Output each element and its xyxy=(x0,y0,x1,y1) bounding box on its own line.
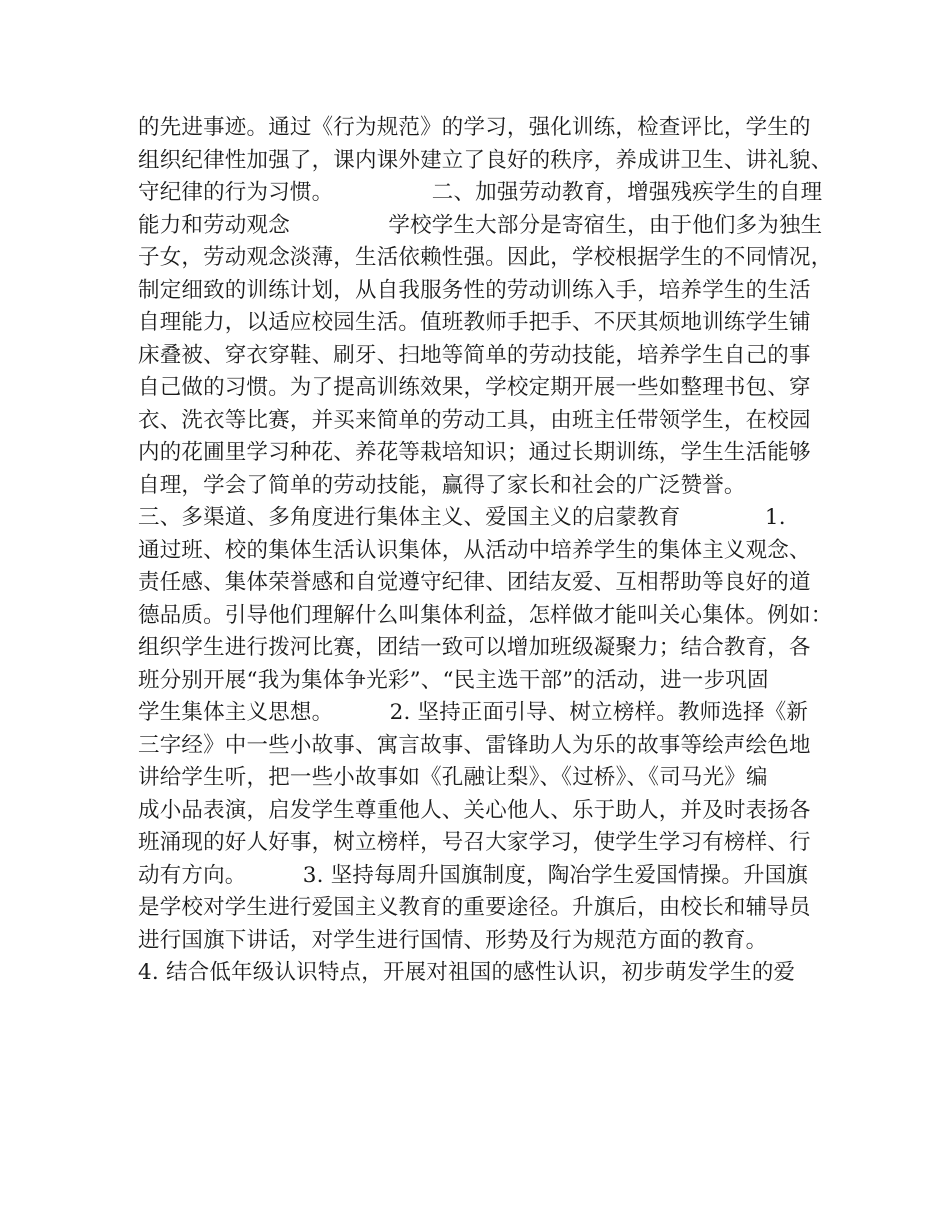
text-line: 自理，学会了简单的劳动技能，赢得了家长和社会的广泛赞誉。 xyxy=(138,472,746,498)
text-line: 三字经》中一些小故事、寓言故事、雷锋助人为乐的故事等绘声绘色地 xyxy=(138,732,811,758)
text-line: 组织学生进行拨河比赛，团结一致可以增加班级凝聚力；结合教育，各 xyxy=(138,635,811,660)
text-line: 动有方向。 3. 坚持每周升国旗制度，陶冶学生爱国情操。升国旗 xyxy=(138,862,809,888)
text-line: 班分别开展“我为集体争光彩”、“民主选干部”的活动，进一步巩固 xyxy=(138,667,769,693)
text-line: 班涌现的好人好事，树立榜样，号召大家学习，使学生学习有榜样、行 xyxy=(138,830,811,855)
text-line: 通过班、校的集体生活认识集体，从活动中培养学生的集体主义观念、 xyxy=(138,537,811,563)
text-line: 德品质。引导他们理解什么叫集体利益，怎样做才能叫关心集体。例如： xyxy=(138,602,833,628)
text-line: 能力和劳动观念 学校学生大部分是寄宿生，由于他们多为独生 xyxy=(138,212,823,238)
body-text xyxy=(138,112,833,990)
text-line: 4. 结合低年级认识特点，开展对祖国的感性认识，初步萌发学生的爱 xyxy=(138,960,796,985)
text-line: 讲给学生听，把一些小故事如《孔融让梨》、《过桥》、《司马光》编 xyxy=(138,765,768,790)
text-line: 三、多渠道、多角度进行集体主义、爱国主义的启蒙教育 1. xyxy=(138,505,786,530)
text-line: 自理能力，以适应校园生活。值班教师手把手、不厌其烦地训练学生铺 xyxy=(138,310,811,335)
text-line: 责任感、集体荣誉感和自觉遵守纪律、团结友爱、互相帮助等良好的道 xyxy=(138,570,811,595)
text-line: 制定细致的训练计划，从自我服务性的劳动训练入手，培养学生的生活 xyxy=(138,277,811,303)
text-line: 学生集体主义思想。 2. 坚持正面引导、树立榜样。教师选择《新 xyxy=(138,700,809,725)
text-line: 的先进事迹。通过《行为规范》的学习，强化训练，检查评比，学生的 xyxy=(138,115,811,140)
text-line: 子女，劳动观念淡薄，生活依赖性强。因此，学校根据学生的不同情况， xyxy=(138,245,833,270)
text-line: 守纪律的行为习惯。 二、加强劳动教育，增强残疾学生的自理 xyxy=(138,180,823,205)
text-line: 进行国旗下讲话，对学生进行国情、形势及行为规范方面的教育。 xyxy=(138,927,768,953)
text-line: 是学校对学生进行爱国主义教育的重要途径。升旗后，由校长和辅导员 xyxy=(138,895,811,920)
text-line: 床叠被、穿衣穿鞋、刷牙、扫地等简单的劳动技能，培养学生自己的事 xyxy=(138,342,811,368)
text-line: 内的花圃里学习种花、养花等栽培知识；通过长期训练，学生生活能够 xyxy=(138,440,811,465)
text-line: 组织纪律性加强了，课内课外建立了良好的秩序，养成讲卫生、讲礼貌、 xyxy=(138,147,833,173)
text-line: 自己做的习惯。为了提高训练效果，学校定期开展一些如整理书包、穿 xyxy=(138,375,811,400)
text-line: 衣、洗衣等比赛，并买来简单的劳动工具，由班主任带领学生，在校园 xyxy=(138,407,811,433)
text-line: 成小品表演，启发学生尊重他人、关心他人、乐于助人，并及时表扬各 xyxy=(138,797,811,823)
